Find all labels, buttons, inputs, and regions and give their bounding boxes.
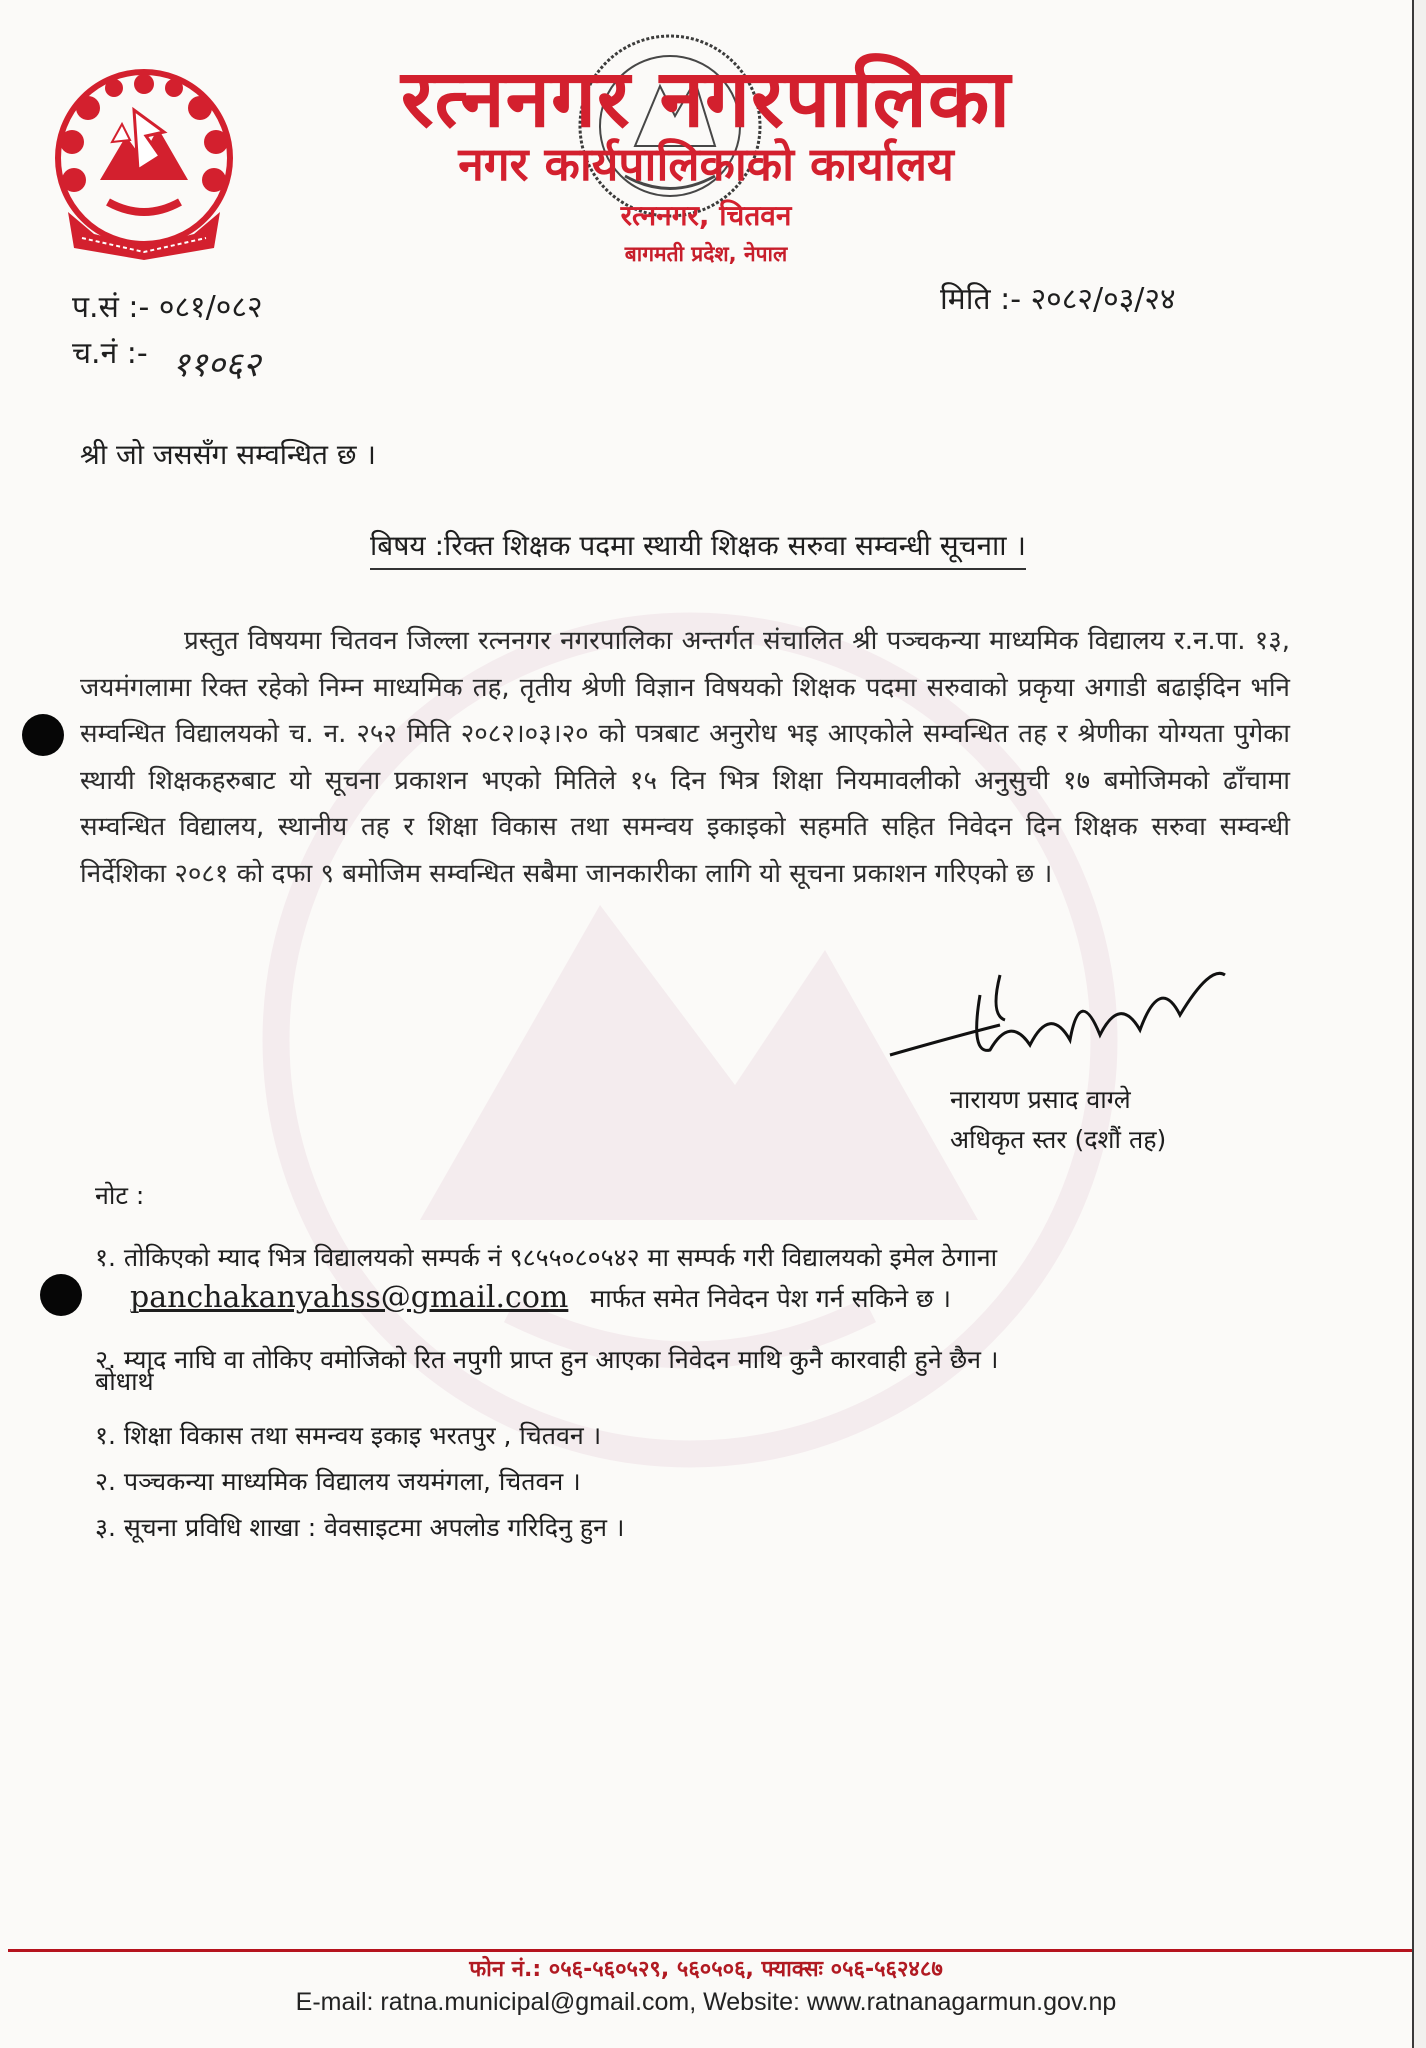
subject-line: बिषय :रिक्त शिक्षक पदमा स्थायी शिक्षक सरुवा सम्वन्धी सूचनाा ।: [370, 526, 1026, 570]
note-item-2: २. म्याद नाघि वा तोकिए वमोजिको रित नपुगी प्राप्त हुन आएका निवेदन माथि कुनै कारवाही हुने छैन ।: [95, 1345, 999, 1374]
signature-icon: [880, 955, 1240, 1075]
cc-item: २. पञ्चकन्या माध्यमिक विद्यालय जयमंगला, चितवन ।: [95, 1467, 581, 1496]
office-province: बागमती प्रदेश, नेपाल: [624, 242, 788, 266]
cc-item: १. शिक्षा विकास तथा समन्वय इकाइ भरतपुर , चितवन ।: [95, 1421, 602, 1450]
body-text: प्रस्तुत विषयमा चितवन जिल्ला रत्ननगर नगरपालिका अन्तर्गत संचालित श्री पञ्चकन्या माध्यमिक विद्यालय र.न.पा. १३, जयमंगलामा रिक्त रहेको निम्न माध्यमिक तह, तृतीय श्रेणी विज्ञान विषयको शिक्षक पदमा सरुवाको प्रकृया अगाडी बढाईदिन भनि सम्वन्धित विद्यालयको च. न. २५२ मिति २०८२।०३।२० को पत्रबाट अनुरोध भइ आएकोले सम्वन्धित तह र श्रेणीका योग्यता पुगेका स्थायी शिक्षकहरुबाट यो सूचना प्रकाशन भएको मितिले १५ दिन भित्र शिक्षा नियमावलीको अनुसुची १७ बमोजिमको ढाँचामा सम्वन्धित विद्यालय, स्थानीय तह र शिक्षा विकास तथा समन्वय इकाइको सहमति सहित निवेदन दिन शिक्षक सरुवा सम्वन्धी निर्देशिका २०८१ को दफा ९ बमोजिम सम्वन्धित सबैमा जानकारीका लागि यो सूचना प्रकाशन गरिएको छ ।: [80, 626, 1290, 889]
notes-heading: नोट :: [95, 1181, 145, 1210]
note-item-1-end: मार्फत समेत निवेदन पेश गर्न सकिने छ ।: [590, 1284, 951, 1313]
footer-contact: E-mail: ratna.municipal@gmail.com, Website: www.ratnanagarmun.gov.np: [295, 1988, 1117, 2016]
punch-hole-upper: [22, 714, 64, 756]
note-item-1-continued: [130, 1280, 951, 1317]
note-item-1: १. तोकिएको म्याद भित्र विद्यालयको सम्पर्क नं ९८५५०८०५४२ मा सम्पर्क गरी विद्यालयको इमेल ठेगाना: [95, 1243, 998, 1272]
punch-hole-lower: [40, 1274, 82, 1316]
dispatch-number-handwritten: ११०६२: [172, 345, 261, 385]
footer-divider: [8, 1949, 1412, 1952]
office-name: नगर कार्यपालिकाको कार्यालय: [458, 137, 954, 191]
office-city: रत्ननगर, चितवन: [620, 199, 792, 232]
dispatch-number-label: च.नं :-: [72, 336, 148, 371]
addressee: श्री जो जससँग सम्वन्धित छ ।: [80, 438, 377, 471]
signatory-name: नारायण प्रसाद वाग्ले: [950, 1085, 1131, 1114]
nepal-emblem-icon: [38, 62, 250, 262]
cc-item: ३. सूचना प्रविधि शाखा : वेवसाइटमा अपलोड गरिदिनु हुन ।: [95, 1513, 625, 1542]
letter-date: मिति :- २०८२/०३/२४: [940, 282, 1176, 317]
municipality-name: रत्ननगर नगरपालिका: [400, 51, 1012, 145]
cc-heading: बोधार्थ: [95, 1367, 154, 1396]
letter-number: प.सं :- ०८१/०८२: [72, 290, 263, 325]
signatory-title: अधिकृत स्तर (दशौं तह): [950, 1125, 1167, 1154]
school-email-link[interactable]: panchakanyahss@gmail.com: [130, 1280, 569, 1315]
footer-phone: फोन नं.: ०५६-५६०५२९, ५६०५०६, फ्याक्सः ०५६-५६२४८७: [469, 1957, 943, 1982]
body-paragraph: [80, 618, 1290, 897]
